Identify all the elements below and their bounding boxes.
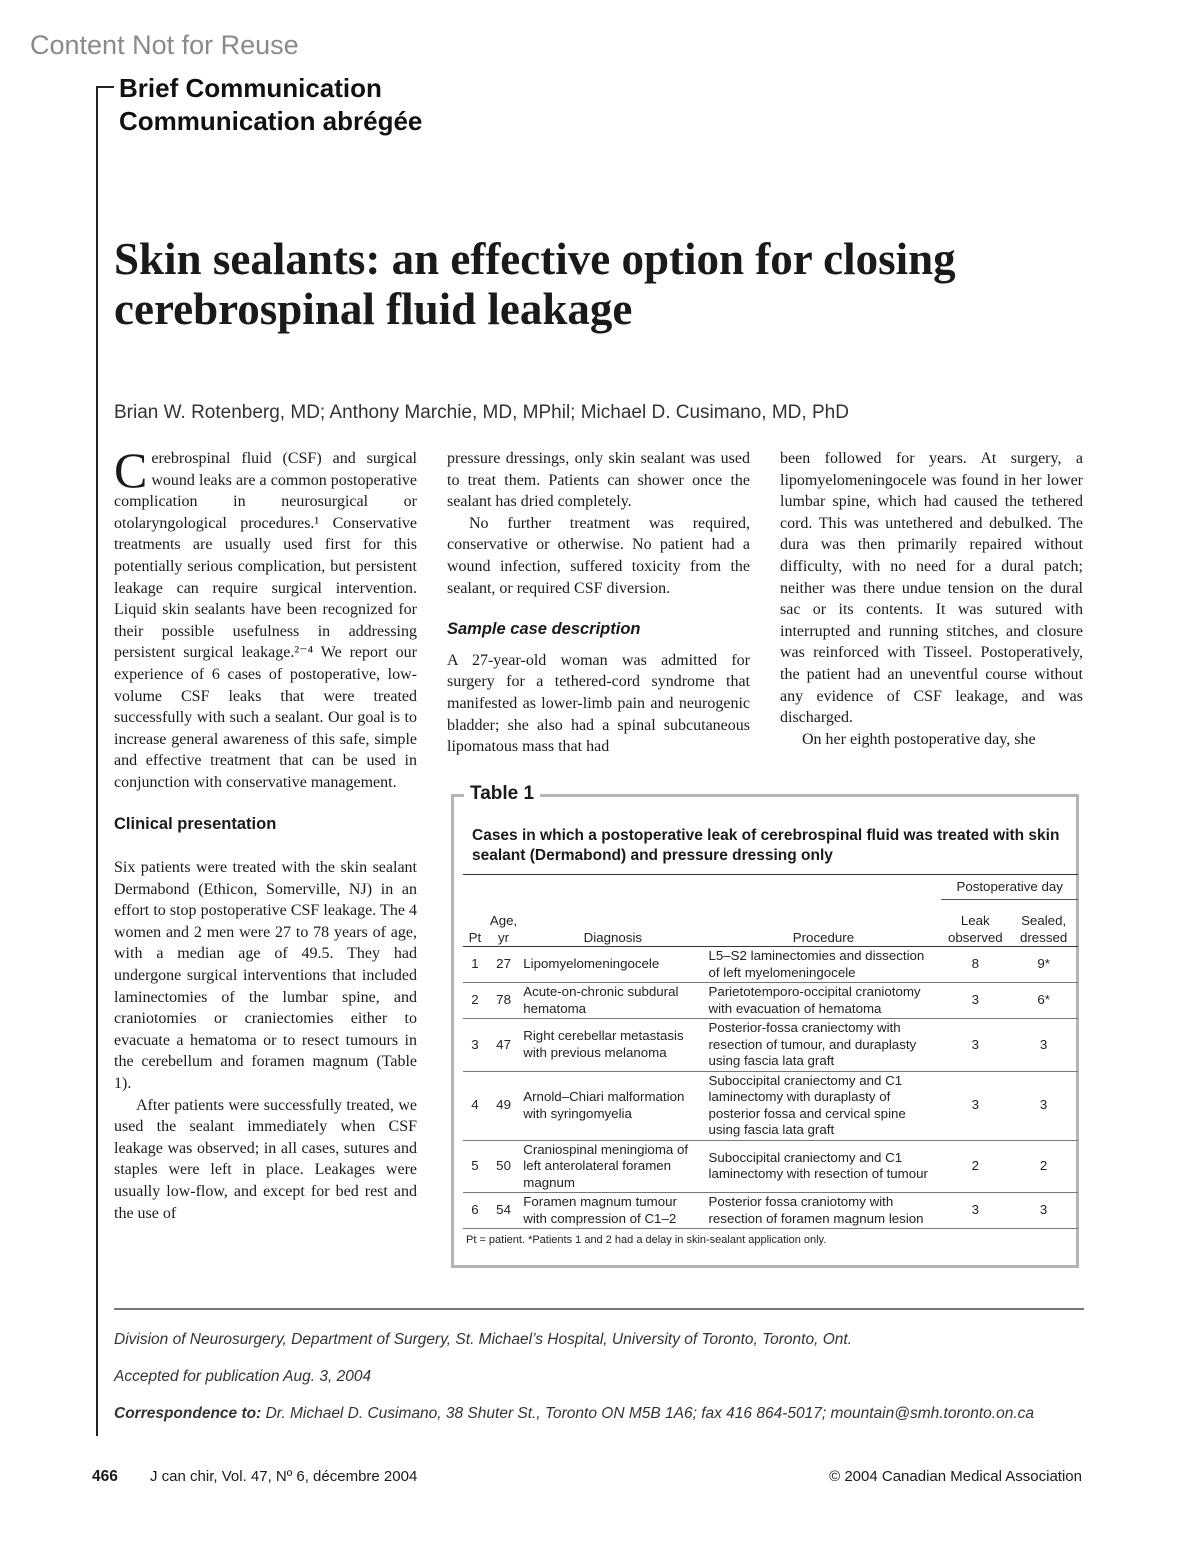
cell-sealed-dressed: 3 xyxy=(1009,1071,1078,1140)
cell-sealed-dressed: 3 xyxy=(1009,1019,1078,1072)
cell-procedure: Parietotemporo-occipital craniotomy with evacuation of hematoma xyxy=(705,983,941,1019)
intro-paragraph xyxy=(114,442,417,794)
table-row xyxy=(463,1140,1078,1193)
cell-diagnosis: Right cerebellar metastasis with previous melanoma xyxy=(520,1019,705,1072)
cell-diagnosis: Lipomyelomeningocele xyxy=(520,947,705,983)
watermark-text: Content Not for Reuse xyxy=(30,30,299,60)
body-column-3 xyxy=(780,448,1083,750)
cell-pt: 5 xyxy=(463,1140,487,1193)
footer-rule xyxy=(114,1308,1084,1310)
article-title: Skin sealants: an effective option for closing cerebrospinal fluid leakage xyxy=(114,234,956,334)
cell-age: 49 xyxy=(487,1071,520,1140)
paragraph-sample-case: A 27-year-old woman was admitted for surgery for a tethered-cord syndrome that manifested as lower-limb pain and neurogenic bladder; she also had a spinal subcutaneous lipomatous mass that had xyxy=(447,651,750,756)
accepted-date: Accepted for publication Aug. 3, 2004 xyxy=(114,1368,372,1385)
table-row xyxy=(463,1071,1078,1140)
table-footnote: Pt = patient. *Patients 1 and 2 had a delay in skin-sealant application only. xyxy=(466,1234,827,1246)
paragraph-postop: On her eighth postoperative day, she xyxy=(802,730,1036,748)
header-leak-observed: Leak observed xyxy=(941,900,1009,947)
cell-pt: 3 xyxy=(463,1019,487,1072)
header-diagnosis: Diagnosis xyxy=(520,900,705,947)
cell-procedure: Suboccipital craniectomy and C1 laminectomy with resection of tumour xyxy=(705,1140,941,1193)
cell-procedure: Suboccipital craniectomy and C1 laminectomy with duraplasty of posterior fossa and cervical spine using fascia lata graft xyxy=(705,1071,941,1140)
cell-sealed-dressed: 6* xyxy=(1009,983,1078,1019)
table-row xyxy=(463,983,1078,1019)
cell-age: 54 xyxy=(487,1193,520,1229)
paragraph-dressings: pressure dressings, only skin sealant was used to treat them. Patients can shower once the sealant has dried completely. xyxy=(447,450,750,511)
cell-procedure: Posterior fossa craniotomy with resection of foramen magnum lesion xyxy=(705,1193,941,1229)
journal-citation: J can chir, Vol. 47, Nº 6, décembre 2004 xyxy=(150,1468,418,1485)
copyright: © 2004 Canadian Medical Association xyxy=(829,1468,1082,1485)
cell-leak-observed: 8 xyxy=(941,947,1009,983)
heading-clinical-presentation: Clinical presentation xyxy=(114,814,277,833)
paragraph-clinical: Six patients were treated with the skin sealant Dermabond (Ethicon, Somerville, NJ) in an effort to stop postoperative CSF leakage. The 4 women and 2 men were 27 to 78 years of age, with a median age of 49.5. They had undergone surgical interventions that included laminectomies of the lumbar spine, and craniotomies or craniectomies either to evacuate a hematoma or to resect tumours in the cerebellum and foramen magnum (Table 1). xyxy=(114,859,417,1093)
cell-leak-observed: 3 xyxy=(941,983,1009,1019)
cell-age: 50 xyxy=(487,1140,520,1193)
table-caption: Cases in which a postoperative leak of cerebrospinal fluid was treated with skin sealant (Dermabond) and pressure dressing only xyxy=(472,827,1060,864)
cell-age: 27 xyxy=(487,947,520,983)
cell-diagnosis: Foramen magnum tumour with compression of C1–2 xyxy=(520,1193,705,1229)
cell-diagnosis: Craniospinal meningioma of left anterolateral foramen magnum xyxy=(520,1140,705,1193)
cell-sealed-dressed: 3 xyxy=(1009,1193,1078,1229)
table-row xyxy=(463,1193,1078,1229)
table-label: Table 1 xyxy=(464,783,540,805)
correspondence-text: Dr. Michael D. Cusimano, 38 Shuter St., Toronto ON M5B 1A6; fax 416 864-5017; mountain@smh.toronto.on.ca xyxy=(265,1405,1035,1422)
cell-diagnosis: Acute-on-chronic subdural hematoma xyxy=(520,983,705,1019)
cell-sealed-dressed: 2 xyxy=(1009,1140,1078,1193)
drop-cap: C xyxy=(114,442,148,498)
cell-sealed-dressed: 9* xyxy=(1009,947,1078,983)
correspondence xyxy=(114,1404,1084,1423)
header-sealed-dressed: Sealed, dressed xyxy=(1009,900,1078,947)
correspondence-label: Correspondence to: xyxy=(114,1405,262,1422)
cell-procedure: Posterior-fossa craniectomy with resection of tumour, and duraplasty using fascia lata graft xyxy=(705,1019,941,1072)
section-heading-en: Brief Communication xyxy=(119,73,382,103)
header-procedure: Procedure xyxy=(705,900,941,947)
cell-pt: 4 xyxy=(463,1071,487,1140)
heading-sample-case: Sample case description xyxy=(447,620,641,639)
header-pt: Pt xyxy=(463,900,487,947)
paragraph-outcome: No further treatment was required, conservative or otherwise. No patient had a wound infection, suffered toxicity from the sealant, or required CSF diversion. xyxy=(447,514,750,597)
frame-vertical-rule xyxy=(96,86,98,1436)
table-row xyxy=(463,947,1078,983)
table-row xyxy=(463,1019,1078,1072)
header-postoperative-day: Postoperative day xyxy=(941,875,1078,900)
cell-leak-observed: 3 xyxy=(941,1071,1009,1140)
affiliation: Division of Neurosurgery, Department of Surgery, St. Michael’s Hospital, University of Toronto, Toronto, Ont. xyxy=(114,1331,853,1348)
cell-pt: 2 xyxy=(463,983,487,1019)
cases-table xyxy=(463,874,1078,1249)
cell-diagnosis: Arnold–Chiari malformation with syringomyelia xyxy=(520,1071,705,1140)
paragraph-treatment: After patients were successfully treated, we used the sealant immediately when CSF leakage was observed; in all cases, sutures and staples were left in place. Leakages were usually low-flow, and except for bed rest and the use of xyxy=(114,1096,417,1222)
header-age: Age, yr xyxy=(487,900,520,947)
author-list: Brian W. Rotenberg, MD; Anthony Marchie, MD, MPhil; Michael D. Cusimano, MD, PhD xyxy=(114,402,849,423)
page-number: 466 xyxy=(92,1468,118,1485)
body-column-1 xyxy=(114,442,417,1224)
frame-horizontal-rule xyxy=(96,86,114,88)
cell-procedure: L5–S2 laminectomies and dissection of left myelomeningocele xyxy=(705,947,941,983)
section-heading-fr: Communication abrégée xyxy=(119,106,423,136)
cell-pt: 6 xyxy=(463,1193,487,1229)
paragraph-surgery: been followed for years. At surgery, a lipomyelomeningocele was found in her lower lumbar spine, which had caused the tethered cord. This was untethered and debulked. The dura was then primarily repaired without difficulty, with no need for a dural patch; neither was there undue tension on the dural sac or its contents. It was sutured with interrupted and running stitches, and closure was reinforced with Tisseel. Postoperatively, the patient had an uneventful course without any evidence of CSF leakage, and was discharged. xyxy=(780,450,1083,727)
cell-leak-observed: 2 xyxy=(941,1140,1009,1193)
section-heading xyxy=(119,72,422,138)
body-column-2 xyxy=(447,448,750,758)
cell-age: 47 xyxy=(487,1019,520,1072)
cell-leak-observed: 3 xyxy=(941,1019,1009,1072)
cell-age: 78 xyxy=(487,983,520,1019)
cell-leak-observed: 3 xyxy=(941,1193,1009,1229)
intro-text: erebrospinal fluid (CSF) and surgical wound leaks are a common postoperative complication in neurosurgical or otolaryngological procedures.¹ Conservative treatments are usually used first for this potentially serious complication, but persistent leakage can require surgical intervention. Liquid skin sealants have been recognized for their possible usefulness in addressing persistent surgical leakage.²⁻⁴ We report our experience of 6 cases of postoperative, low-volume CSF leaks that were treated successfully with such a sealant. Our goal is to increase general awareness of this safe, simple and effective treatment that can be used in conjunction with conservative management. xyxy=(114,450,417,791)
cell-pt: 1 xyxy=(463,947,487,983)
